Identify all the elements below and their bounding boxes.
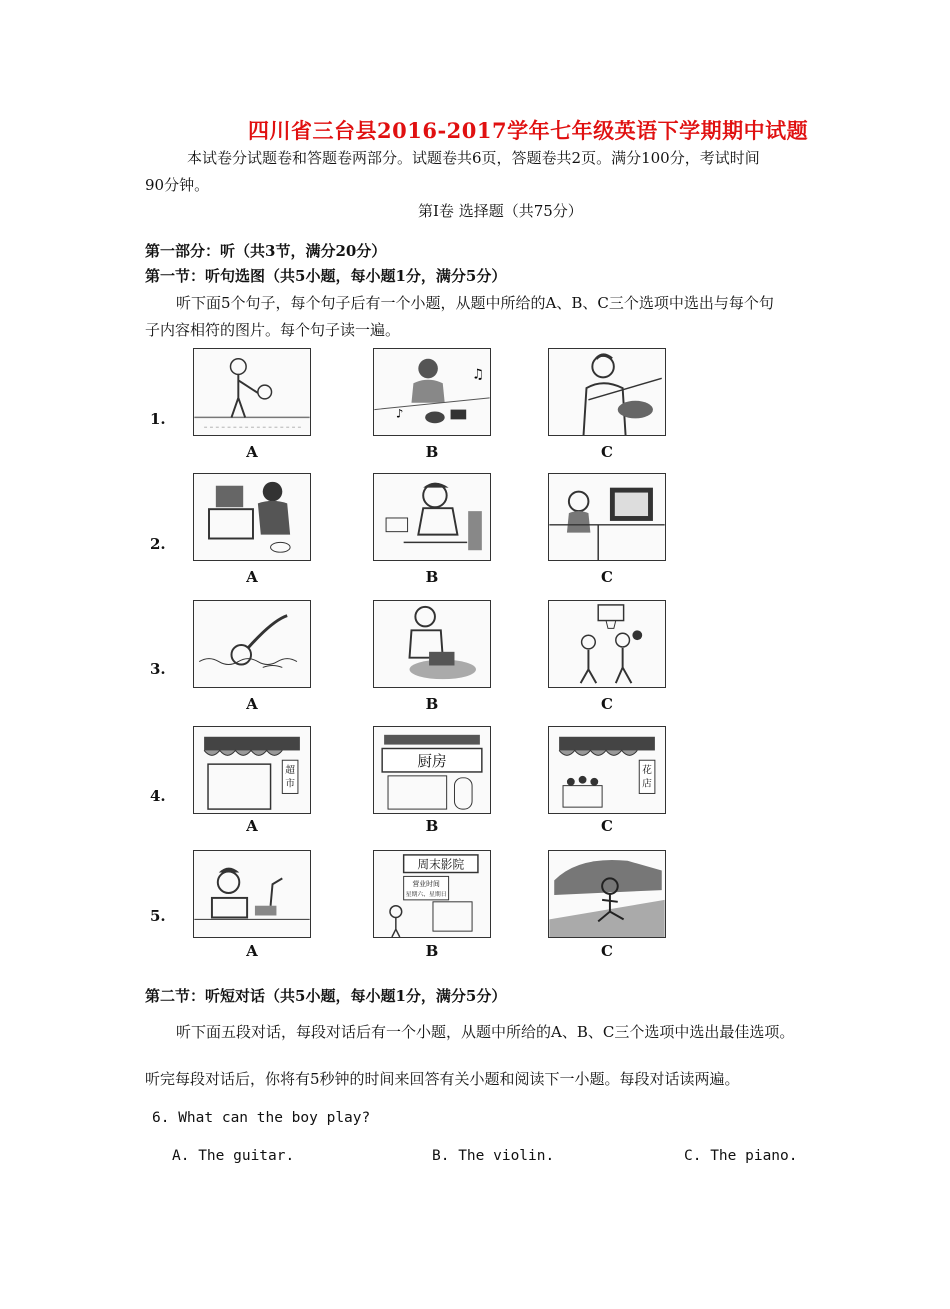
- supermarket-sign-char: 超: [285, 764, 295, 776]
- flower-shop-sign-char2: 店: [642, 778, 652, 790]
- picture-boy-swimming: [193, 600, 311, 688]
- question-6-stem: 6. What can the boy play?: [152, 1110, 371, 1126]
- question-number: 1.: [150, 410, 166, 428]
- section2-instructions-cont: 听完每段对话后，你将有5秒钟的时间来回答有关小题和阅读下一小题。每段对话读两遍。: [145, 1070, 740, 1088]
- question-number: 5.: [150, 907, 166, 925]
- picture-girl-writing: [373, 473, 491, 561]
- picture-flower-shop: [548, 726, 666, 814]
- option-label: C: [601, 817, 613, 835]
- svg-text:♫: ♫: [472, 366, 485, 383]
- option-label: A: [246, 568, 258, 586]
- page-title: 四川省三台县2016-2017学年七年级英语下学期期中试题: [248, 118, 809, 143]
- question-number: 3.: [150, 660, 166, 678]
- section2-instructions: 听下面五段对话，每段对话后有一个小题，从题中所给的A、B、C三个选项中选出最佳选项。: [176, 1023, 795, 1041]
- option-label: B: [425, 443, 439, 461]
- picture-boy-violin: [548, 348, 666, 436]
- picture-boys-basketball: [548, 600, 666, 688]
- intro-text-cont: 90分钟。: [145, 176, 210, 194]
- intro-text: 本试卷分试题卷和答题卷两部分。试题卷共6页，答题卷共2页。满分100分，考试时间: [187, 149, 760, 167]
- section1-instructions-cont: 子内容相符的图片。每个句子读一遍。: [145, 321, 401, 339]
- volume-title: 第Ⅰ卷 选择题（共75分）: [418, 202, 583, 220]
- question-6-option-c[interactable]: C. The piano.: [684, 1148, 798, 1164]
- picture-person-tv: [548, 473, 666, 561]
- flower-shop-sign-char: 花: [642, 764, 652, 776]
- cinema-sign: 周末影院: [417, 858, 465, 872]
- picture-kitchen: [373, 726, 491, 814]
- question-number: 4.: [150, 787, 166, 805]
- option-label: B: [425, 942, 439, 960]
- option-label: C: [601, 568, 613, 586]
- question-6-option-b[interactable]: B. The violin.: [432, 1148, 555, 1164]
- cinema-hours: 营业时间: [412, 881, 440, 889]
- option-label: C: [601, 942, 613, 960]
- section1-instructions: 听下面5个句子，每个句子后有一个小题，从题中所给的A、B、C三个选项中选出与每个句: [176, 294, 774, 312]
- question-number: 2.: [150, 535, 166, 553]
- supermarket-sign-char2: 市: [285, 778, 295, 790]
- picture-cinema-sign: [373, 850, 491, 938]
- option-label: C: [601, 695, 613, 713]
- option-label: A: [246, 443, 258, 461]
- option-label: A: [246, 942, 258, 960]
- section1-heading: 第一节：听句选图（共5小题，每小题1分，满分5分）: [145, 267, 507, 285]
- cinema-days: 星期六、星期日: [405, 891, 447, 898]
- picture-girl-computer: [193, 473, 311, 561]
- question-6-option-a[interactable]: A. The guitar.: [172, 1148, 295, 1164]
- option-label: A: [246, 695, 258, 713]
- picture-man-washing: [373, 600, 491, 688]
- option-label: B: [425, 568, 439, 586]
- kitchen-sign: 厨房: [417, 754, 447, 771]
- option-label: B: [425, 695, 439, 713]
- svg-text:♪: ♪: [395, 406, 404, 421]
- part1-heading: 第一部分：听（共3节，满分20分）: [145, 242, 387, 260]
- picture-boy-sitting-car: [548, 850, 666, 938]
- picture-boy-reading: [193, 850, 311, 938]
- picture-supermarket: [193, 726, 311, 814]
- option-label: B: [425, 817, 439, 835]
- option-label: A: [246, 817, 258, 835]
- picture-boy-with-ball: [193, 348, 311, 436]
- section2-heading: 第二节：听短对话（共5小题，每小题1分，满分5分）: [145, 987, 507, 1005]
- option-label: C: [601, 443, 613, 461]
- picture-girl-music-notes: [373, 348, 491, 436]
